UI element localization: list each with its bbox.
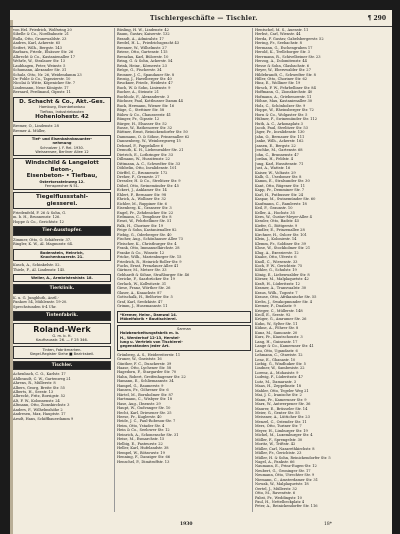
directory-entry: Huth, A. C., Arkonaplatz 3 — [255, 121, 303, 126]
directory-entry: Körner, M., Malplaquetstr. 42 — [255, 277, 309, 282]
ad-schacht — [13, 97, 111, 122]
directory-entry: Härtel, M., Bornholmer Str. 87 — [117, 392, 174, 397]
directory-entry: Neubert, G., Groninger Str. 17 — [255, 468, 311, 473]
footer-signature-mark: 18* — [324, 522, 332, 527]
directory-entry: Kunz, M., Samoastr. 20 — [255, 330, 298, 335]
ad-sarman-line3: H., Werderhof 12-13, Herstel- — [120, 335, 181, 340]
directory-entry: Otto, M., Ravenéstr. 6 — [255, 491, 296, 496]
column-3 — [252, 28, 391, 512]
column-3-list — [255, 28, 391, 509]
directory-entry: Heyer, W., Eberswalder Str. 27 — [255, 68, 311, 73]
directory-entry: Krüger, G., Amrumer Str. 26 — [255, 317, 307, 322]
directory-entry: Menzel, C., Ostender Str. 11 — [255, 419, 307, 424]
directory-entry: Bremer A. Müller, — [13, 128, 46, 133]
ad-schacht-line3: Tiefbau, Industriebauten — [39, 109, 85, 114]
directory-entry: Achenbach, C. O., Karlstr. 17 — [13, 372, 66, 377]
directory-entry: Krieger, C., Müllerstr. 148 — [255, 308, 303, 313]
directory-entry: Schulz, Otto, Nr. 26, Weidendamm 23 — [13, 72, 82, 77]
directory-entry: Haase, Otto, Lychener Str. 58 — [117, 365, 172, 370]
section-header-tintenfabrik: Tintenfabrik. — [13, 311, 111, 320]
directory-entry: Krause, Otto, Afrikanische Str. 55 — [255, 295, 317, 300]
directory-entry: Altmann, Otto, Zionskirchstr. 3 — [13, 403, 70, 408]
footer-year: 1930 — [180, 522, 193, 527]
column-1-top-list — [13, 28, 111, 95]
directory-entry: Just, A., Wattstr. 16 — [255, 166, 291, 171]
directory-entry: Bulla, Otto, Grunewaldstr. 23 — [13, 36, 67, 41]
directory-entry: Bürger, H., Elsasser Str. 52 — [117, 121, 167, 126]
directory-entry: Buck, Hermann, Wiener Str. 16 — [117, 103, 175, 108]
directory-entry: Meier, G., Genter Str. 55 — [255, 410, 300, 415]
directory-entry: Klose, W., Stockholmer Str. 21 — [255, 246, 311, 251]
ad-roland-werk-name: Roland-Werk — [33, 324, 91, 334]
directory-entry: Hofmann, A., Griebenowstr. 11 — [255, 94, 312, 99]
column-1-mid5-list — [13, 296, 111, 309]
ad-tinten-register-line1: Tinten, Fabrikmarken. — [42, 348, 82, 353]
directory-entry: Jeschke, M., Gartenstr. 68 — [255, 148, 303, 153]
directory-entry: Bremer, O., Lindenstr. 28 — [13, 124, 59, 129]
directory-entry: Dietrich, E., Lothringer Str. 33 — [117, 152, 173, 157]
directory-entry: Hein & Co., Seelower Str. 12 — [117, 428, 170, 433]
directory-entry: Nagel, A., Pankstr. 66 — [255, 459, 295, 464]
section-header-tischler: Tischler. — [13, 361, 111, 370]
directory-entry: Fischer, Aug., Schönhauser Allee 73 — [117, 237, 183, 242]
directory-entry: Hoppe & Co., Gerichtstr. 12 — [13, 219, 64, 224]
directory-entry: Herda, F. Gustav, Gabelsbergerstr. 52 — [255, 36, 324, 41]
ad-sarman — [117, 325, 251, 350]
directory-entry: Müller, H. & Sohn, Reinickendorfer Str. 5 — [255, 455, 331, 460]
directory-entry: Gottschalk, H., Belforter Str. 5 — [117, 295, 173, 300]
directory-entry: Michel, M., Luxemburger Str. 4 — [255, 433, 313, 438]
directory-entry: Ahrens, R., Müllerstr. 8 — [13, 381, 56, 386]
directory-entry: Koch, F. W., Gerichtstr. 75 — [255, 264, 303, 269]
directory-entry: Paul, H., Nettelbeckplatz 4 — [255, 500, 305, 505]
directory-entry: Kühne, A., Föhrer Str. 8 — [255, 326, 299, 331]
directory-entry: Lenz, E., Ghanastr. 10 — [255, 357, 296, 362]
directory-entry: Kurz, Fr., Kiautschoustr. 3 — [255, 335, 303, 340]
directory-entry: Grimm, J., Husemannstr. 11 — [117, 304, 168, 309]
ad-windschild-line2: Beton-, — [50, 166, 74, 173]
directory-entry: Herrmann, R., Schivelbeiner Str. 23 — [255, 54, 321, 59]
column-2-bottom-list — [117, 353, 251, 464]
column-1-mid4-list — [13, 263, 111, 272]
directory-entry: Herold, K., Trelleborger Str. 3 — [255, 50, 310, 55]
directory-entry: Jäger, Fr., Invalidenstr. 130 — [255, 130, 305, 135]
directory-entry: Klug, A., Exerzierstr. 12 — [255, 250, 299, 255]
column-2 — [114, 28, 251, 512]
directory-entry: Brenner, W., Wilhelmstr. 27 — [117, 45, 167, 50]
directory-entry: Mahler, Otto, Tegeler Weg 21 — [255, 388, 309, 393]
page-running-title: Tischlergeschäfte — Tischler. — [150, 15, 258, 22]
directory-entry: Müller, Carl, Nazarethkirchstr. 8 — [255, 446, 315, 451]
directory-entry: Bring, G. & Sohn, Ackerstr. 54 — [117, 59, 173, 64]
directory-entry: Ehlert, P., Bernauer Str. 98 — [117, 192, 167, 197]
ad-sarman-line4: lung u. Vertrieb von Tischlerei- — [120, 340, 183, 345]
ad-weller — [13, 274, 111, 282]
directory-entry: Kraus, Wilh., Togostr. 7 — [255, 290, 298, 295]
directory-entry: Hoppe, W., Rheinsberger Str. 72 — [255, 108, 314, 113]
ad-roland-werk-address: Kaufhausstr. 26. — F 25 346. — [36, 337, 88, 342]
ad-bodenstein-name: Bodenstein, Heinrich, — [40, 250, 84, 255]
directory-entry: Büchner, Paul, Kottbusser Damm 44 — [117, 99, 183, 104]
directory-entry: Dr.-Pohle & Co., Tapezierstr. 10 — [13, 76, 71, 81]
directory-entry: Büttner, Ernst, Reinickendorfer Str. 50 — [117, 130, 188, 135]
directory-entry: Albrecht, Fritz, Borsigstr. 52 — [13, 394, 66, 399]
directory-entry: Albers, Georg, Breite Str. 55 — [13, 385, 65, 390]
directory-entry: Kroll, E., Seestr. 92 — [255, 313, 291, 317]
directory-entry: Hase, Aug., Ibsenstr. 29 — [117, 401, 161, 406]
directory-entry: Günther, F. C., Dunckerstr. 39 — [117, 361, 172, 366]
directory-entry: Jordan, H., Feldstr. 4 — [255, 157, 293, 162]
directory-entry: Giese, Franz, Wörther Str. 26 — [117, 286, 171, 291]
directory-entry: König, E., Liebenwalder Str. 8 — [255, 272, 310, 277]
directory-entry: Herbst, Carl, Wienstr. 44 — [255, 32, 301, 37]
directory-entry: Meissner, A., Lütticher Str. 23 — [255, 415, 310, 420]
directory-entry: Dreher, F., Grenzstr. 27 — [117, 174, 160, 179]
ad-tiefbau — [13, 135, 111, 156]
directory-entry: Bünger, Fr., Gipsstr. 12 — [117, 117, 160, 122]
directory-entry: Bruckner, Friedr., Heidestr. 47 — [117, 81, 173, 86]
directory-entry: Eichler, M., Ruppiner Str. 6 — [117, 201, 167, 206]
ad-tiegelfluss-line2: giesserei. — [46, 200, 78, 207]
directory-entry: Heide, J. C., Paul-Robeson-Str. 7 — [117, 419, 176, 424]
directory-entry: Hahn, Robert, Greifenhagener Str. 22 — [117, 374, 186, 379]
directory-entry: Buchholz, F., Alexanderstr. 3 — [117, 94, 170, 99]
directory-entry: Hampel, G., Raumerstr. 9 — [117, 383, 164, 388]
directory-entry: Pabst, Fr., Weddingstr. 10 — [255, 495, 302, 500]
directory-entry: Anders, F., Wilhelmshöhe 2 — [13, 407, 63, 412]
directory-entry: Keil, F., Graunstr. 10 — [255, 206, 293, 211]
directory-entry: Thiele, F., Al. Lindenstr. 145. — [13, 267, 66, 272]
directory-entry: Fleischer, K., Christburger Str. 4 — [117, 241, 177, 246]
directory-entry: Lutz, M., Damarastr. 3 — [255, 379, 297, 384]
directory-entry: Bernard, Ferdinand, Gipsstr. 11 — [13, 90, 71, 95]
directory-entry: Lindner, W., Sambesistr. 22 — [255, 366, 305, 371]
ad-bodenstein — [13, 249, 111, 262]
directory-entry: Sprechstunden 8-4 Uhr. — [13, 304, 57, 309]
directory-entry: Demuth, K. H., Liebenwalder Str. 21 — [117, 148, 184, 153]
directory-entry: Naumann, E., Prinz-Eugen-Str. 12 — [255, 464, 317, 469]
directory-entry: von Hel. Friedrich, Wolfsring 20 — [13, 28, 72, 32]
directory-entry: Henschel, P., Dimitroffstr. 13 — [117, 459, 170, 464]
directory-entry: Hesse & Sohn, Glasbachstr. 6 — [255, 63, 310, 68]
directory-entry: Brosig, J., Havelberger Str. 40 — [117, 76, 172, 81]
directory-entry: Kuhn, W., Sylter Str. 11 — [255, 321, 298, 326]
directory-entry: Brink, Heinr., Körnerstr. 23 — [117, 63, 167, 68]
directory-entry: Hildebrandt, C., Schwedter Str. 8 — [255, 72, 316, 77]
column-2-top-list — [117, 28, 251, 309]
directory-entry: Bronner, J. C., Spandauer Str. 8 — [117, 72, 175, 77]
ad-sarman-name: Sarman — [177, 327, 191, 332]
directory-entry: Heller, Karl, Hufelandstr. 38 — [117, 446, 169, 451]
directory-entry: Lange & Co., Kameruner Str. 41 — [255, 344, 314, 349]
directory-entry: Zimmer, Otto, O. Schäferstr. 37. — [13, 237, 72, 242]
directory-entry: Herzog, A., Dolomitenstr. 44 — [255, 59, 307, 64]
directory-entry: Grünberg, A. S., Heidereiterstr. 11 — [117, 352, 181, 357]
directory-entry: Dillmann, W., Hussitenstr. 22 — [117, 157, 170, 162]
directory-entry: Merz, Otto, Turiner Str. 7 — [255, 424, 302, 429]
directory-entry: Möller, F., Sprengelstr. 30 — [255, 437, 303, 442]
directory-entry: Kant, Otto, Rügener Str. 11 — [255, 183, 305, 188]
directory-entry: Kraft, H., Lüderitzstr. 12 — [255, 281, 300, 286]
directory-entry: Höhne, Max, Kastanienallee 30 — [255, 99, 313, 104]
directory-entry: Mai, J. C., Iranische Str. 2 — [255, 393, 302, 398]
directory-entry: Gebhardt & Söhne, Straßburger Str. 46 — [117, 272, 190, 277]
directory-entry: Feige & Sohn, Kastanienallee 82 — [117, 228, 177, 233]
column-1-bottom-list — [13, 372, 111, 421]
directory-entry: Gericke, F., Saarbrücker Str. 19 — [117, 277, 175, 282]
directory-entry: K. u. G. Jungbluth, Ärztl.- — [13, 295, 59, 300]
directory-entry: Neumann, Otto, Utrechter Str. 9 — [255, 473, 315, 478]
directory-entry: Hecht, Karl, Driesener Str. 25 — [117, 410, 172, 415]
directory-entry: Kalb, G., Usedomer Str. 8 — [255, 174, 302, 179]
directory-entry: Kremer, F., Dualastr. 9 — [255, 304, 296, 309]
directory-entry: Mann, Fr., Kameruner Str. 9 — [255, 397, 307, 402]
directory-entry: Baum, Gustav, Kaiserstr. 132 — [117, 32, 170, 37]
ad-windschild-address: Ostertorssteinweg 12. — [39, 179, 85, 184]
ad-tiefbau-line4: Weissensee, Berliner Allee 12 — [35, 150, 89, 154]
directory-entry: Hoffmann, G., Zionskirchstr. 40 — [255, 90, 313, 95]
directory-entry: Friedrich, R., Heinrich-Roller-Str. 9 — [117, 259, 182, 264]
directory-entry: Kaiser, W., Voltastr. 29 — [255, 170, 296, 175]
directory-entry: Heese, Fr., Kuglerstr. 40 — [117, 414, 162, 419]
directory-entry: Briese, Otto, Gartenstr. 115 — [117, 50, 168, 55]
directory-entry: Buch, W. & Sohn, Linienstr. 9 — [117, 85, 171, 90]
directory-entry: Hirsch, F. W., Fehrbelliner Str. 84 — [255, 85, 316, 90]
directory-entry: Albrecht & Co., Kastanienallee 17 — [13, 54, 75, 59]
directory-entry: Jahn, O., Bernauer Str. 111 — [255, 134, 305, 139]
directory-entry: Lorenz, A., Mohasistr. 9 — [255, 370, 299, 375]
directory-entry: Ehrich, A., Wolliner Str. 32 — [117, 197, 166, 202]
directory-entry: Gruner, W., Gneiststr. 16 — [117, 357, 162, 362]
directory-entry: Bröge, G., Fischerstr. 34 — [117, 68, 162, 73]
directory-entry: Nowak, W., Malplaquetstr. 18 — [255, 482, 309, 487]
directory-entry: Kaufmann, C., Ramlerstr. 18 — [255, 201, 307, 206]
directory-entry: Gerlach, W., Kollwitzstr. 31 — [117, 281, 167, 286]
ad-weller-line1: Weller, A., Armbristrahlstr. 18. — [31, 276, 93, 281]
ad-bodenstein-address: Knochenhauerstr. 21. — [40, 254, 84, 259]
directory-entry: Gärtner, M., Metzer Str. 33 — [117, 268, 167, 273]
directory-entry: Kessler, Otto, Badstr. 45 — [255, 219, 300, 224]
ad-tiefbau-line2: nehmung — [52, 141, 72, 146]
directory-entry: Sibelle & Co., Nordbahnstr. 21 — [13, 32, 70, 37]
directory-entry: Maas, H., Zeppelinstr. 18 — [255, 384, 302, 389]
directory-entry: Nicolai & Witte, Köpenicker Str. 7 — [13, 81, 76, 86]
directory-entry: Hempel, W., Bötzowstr. 19 — [117, 450, 165, 455]
directory-entry: Ahlbrandt, C. W., Gartenweg 21 — [13, 376, 71, 381]
directory-entry: Graf, Karl, Sredzkistr. 47 — [117, 299, 163, 304]
directory-entry: Dannenberg, W., Weinbergsweg 15 — [117, 139, 181, 144]
ad-tinten-register-line2: Siegel-Register Siehe ■ Bezirksbeil. — [29, 352, 95, 357]
directory-entry: Jansen, E., Bergstr. 22 — [255, 143, 296, 148]
ad-tiegelfluss-line1: Tiegelflussstahl- — [35, 194, 89, 201]
directory-entry: Kramer, A., Transvaalstr. 30 — [255, 286, 307, 291]
directory-entry: Hamann, E., Schliemannstr. 34 — [117, 379, 174, 384]
directory-entry: Erdmann, C., Templiner Str. 8 — [117, 215, 172, 220]
ad-sarman-line2: Holzbearbeitungsfabrik m. b. — [120, 331, 180, 336]
directory-entry: Hansen, Fr., Göhrener Str. 6 — [117, 388, 169, 393]
directory-entry: Lau, Otto, Ugandastr. 6 — [255, 348, 298, 353]
directory-entry: Hermann, G., Eschengraben 17 — [255, 45, 313, 50]
page-footer — [10, 520, 392, 530]
directory-entry: Meyer, H., Limburger Str. 19 — [255, 428, 308, 433]
directory-entry: Köhler, G., Schulstr. 19 — [255, 268, 297, 273]
directory-entry: Moritz, W., Triftstr. 42 — [255, 442, 296, 447]
column-1 — [13, 28, 111, 512]
directory-entry: Müller, Fr., Gerichtstr. 23 — [255, 451, 302, 456]
directory-entry: Alberts, H., Seestr. 13 — [13, 389, 54, 394]
directory-entry: Henning, F., Danziger Str. 66 — [117, 455, 171, 460]
directory-entry: Jung, Karl, Hussitenstr. 71 — [255, 161, 304, 166]
directory-entry: Lang, H., Guineastr. 17 — [255, 339, 298, 344]
directory-entry: Dehmel, F., Pappelallee 6 — [117, 143, 164, 148]
directory-entry: Hiller, Otto, Choriner Str. 62 — [255, 76, 308, 81]
directory-entry: Marx, W., Antwerpener Str. 36 — [255, 402, 311, 407]
directory-entry: Kiefer, G., Böttgerstr. 9 — [255, 223, 298, 228]
ad-roland-werk — [13, 323, 111, 345]
directory-entry: Fiebig, G., Oderberger Str. 40 — [117, 232, 172, 237]
directory-entry: Franke & Co., Winsstr. 12 — [117, 250, 165, 255]
directory-entry: Horn & Co., Wolgaster Str. 5 — [255, 112, 308, 117]
directory-entry: Knoll, C., Wiesenstr. 33 — [255, 259, 298, 264]
directory-entry: Alt, F. W., Kolonnenstr. 24 — [13, 398, 60, 403]
directory-entry: Krebs, J., Swakopmunder Str. 4 — [255, 299, 312, 304]
directory-entry: Helbig, E., Pasteurstr. 22 — [117, 441, 163, 446]
ad-windschild-line3: Eisenbeton- • Tiefbau, — [26, 173, 98, 180]
directory-entry: Döbbelin, Otto, Invalidenstr. 101 — [117, 166, 177, 171]
directory-entry: Lindemann, Neue Königstr. 17 — [13, 85, 69, 90]
directory-entry: Eisenberg, K., Granseer Str. 3 — [117, 206, 172, 211]
directory-entry: Kapp, Fr., Demminer Str. 7 — [255, 188, 305, 193]
directory-entry: Andres, Karl, Ackerstr. 65 — [13, 41, 61, 46]
directory-entry: Dörffel, C., Brunnenstr. 172 — [117, 170, 168, 175]
ad-kremer — [117, 311, 251, 324]
directory-entry: Ernst, W., Fehrbelliner Str. 51 — [117, 219, 172, 224]
directory-entry: Haupt, W., Gudvanger Str. 10 — [117, 406, 171, 411]
directory-entry: Dübel, Otto, Swinemünder Str. 45 — [117, 183, 179, 188]
directory-entry: Brandt, A., Admiralstr. 17 — [117, 36, 164, 41]
ad-tiegelfluss — [13, 192, 111, 209]
directory-entry: Dittmann, A. C., Schwedter Str. 33 — [117, 161, 181, 166]
directory-entry: Glaser, A., Knaackstr. 87 — [117, 290, 162, 295]
directory-entry: Liebig, G., Windhuker Str. 5 — [255, 361, 306, 366]
directory-entry: m. b. H., Brunnenstr. 126. — [13, 215, 61, 220]
directory-page — [10, 10, 392, 534]
directory-entry: Friedenfeld, F. 26 & Sohn, G. — [13, 210, 67, 215]
ad-sarman-line5: gegenständen jeder Art. — [120, 344, 170, 349]
directory-entry: Jacob, Paul, Strelitzer Str. 53 — [255, 125, 308, 130]
directory-entry: Dressler, H. & Co., Strelitzer Str. 9 — [117, 179, 181, 184]
directory-entry: Engel, Fr., Zehdenicker Str. 22 — [117, 210, 174, 215]
directory-entry: Hartmann, C., Wisbyer Str. 18 — [117, 397, 172, 402]
directory-entry: Maurer, E., Brüsseler Str. 14 — [255, 406, 308, 411]
directory-entry: Kamm, E., Stralsunder Str. 30 — [255, 179, 310, 184]
ad-tiefbau-line3: Schnalzer J. F. Rei. 1930. — [40, 145, 84, 150]
ad-kremer-trade: Möbelfabrik • Bautischlerei. — [120, 316, 178, 321]
directory-entry: Hübner, F., Swinemünder Str. 112 — [255, 117, 317, 122]
ad-tinten-register — [13, 346, 111, 359]
column-1-mid2-list — [13, 211, 111, 224]
directory-entry: John, C., Brunnenstr. 47 — [255, 152, 299, 157]
directory-entry: Arndt, Hans, Schiffbauerdamm 9 — [13, 416, 74, 421]
directory-entry: Ludwig, F., Lüderitzstr. 47 — [255, 375, 303, 380]
directory-entry: Ringler, K. W., Al. Magnusstr. 64. — [13, 242, 74, 247]
ad-tiefbau-line1: Tief- und Eisenbahnbauunter- — [31, 137, 93, 142]
directory-entry: Kern, W., Gustav-Meyer-Allee 4 — [255, 215, 312, 220]
directory-entry: Büsling, H. W., Lindenstr. 42 — [117, 28, 169, 32]
directory-entry: Lehmann, C., Otawistr. 12 — [255, 353, 303, 358]
directory-entry: Keller, A., Hochstr. 35 — [255, 210, 295, 215]
section-header-tier-ausstopfer: Tier-Ausstopfer. — [13, 226, 111, 235]
directory-entry: Heinrich, A., Schonensche Str. 31 — [117, 432, 179, 437]
directory-entry: Klemm, Fr., Soldiner Str. 39 — [255, 241, 306, 246]
directory-entry: Laubhagen, Peter, Weinstr. 5 — [13, 63, 66, 68]
page-number: ¶ 290 — [367, 15, 386, 22]
directory-entry: Hagedorn, F., Stargarder Str. 70 — [117, 370, 177, 375]
directory-entry: Hentschel, M. S., Auenstr. 11 — [255, 28, 309, 32]
ad-kremer-name: *Kremer, Heinr., Damwal 14. — [120, 312, 178, 317]
ad-windschild-phone: Fernsprecher N 51. — [44, 183, 80, 188]
directory-entry: Kusch, A., Schinkelstr. 52. — [13, 263, 61, 268]
column-1-mid3-list — [13, 238, 111, 247]
directory-entry: Brenzlau, Karl, Bülowstr. 10 — [117, 54, 169, 59]
directory-entry: Karl, H., Putbusser Str. 24 — [255, 192, 304, 197]
directory-entry: Hering, Fr., Seebachstr. 8 — [255, 41, 302, 46]
directory-entry: Busse, W., Rathenower Str. 32 — [117, 125, 172, 130]
directory-entry: Schumann, Alexander Str. 31 — [13, 68, 67, 73]
directory-entry: Kirchner, H., Osloer Str. 101 — [255, 232, 307, 237]
directory-entry: Fricke, Wilh., Marienburger Str. 15 — [117, 255, 182, 260]
directory-entry: Janke, Wilh., Ackerstr. 162 — [255, 139, 304, 144]
directory-entry: Holz, C., Schönholzer Str. 9 — [255, 103, 306, 108]
ad-schacht-line2: Hamburg, Eisenbetonbau — [39, 105, 85, 110]
ad-schacht-address: Hohenlohestr. 42 — [35, 113, 89, 120]
directory-entry: Oertel, J., Müllerstr. 32 — [255, 486, 297, 491]
directory-entry: Niemann, C., Amsterdamer Str. 31 — [255, 477, 318, 482]
column-1-mid-list — [13, 124, 111, 133]
directory-entry: Barbara, Friedr., Elsässer Str. 26 — [13, 50, 74, 55]
directory-entry: Heim, Otto, Ystader Str. 4 — [117, 423, 165, 428]
directory-entry: Kindler, E., Prinzenallee 28 — [255, 228, 305, 233]
directory-entry: Heise, M., Esmarchstr. 15 — [117, 437, 165, 442]
directory-entry: Kaspar, M., Swinemünder Str. 60 — [255, 197, 316, 202]
directory-entry: Seifert, Wilh., Bergstr. 143 — [13, 45, 62, 50]
ad-windschild — [13, 158, 111, 190]
directory-entry: Falk, H., Choriner Str. 19 — [117, 223, 164, 228]
directory-entry: Frank, Otto, Immanuelkirchstr. 28 — [117, 246, 180, 251]
ad-windschild-name: Windschild & Langelott — [25, 160, 99, 167]
directory-entry: Bülow & Co., Chausseestr. 41 — [117, 112, 172, 117]
directory-entry: Bucher, A., Steinstr. 21 — [117, 90, 160, 95]
directory-entry: Pankow 54, Mühlenstr. 19-20. — [13, 300, 68, 305]
section-header-tierklinik: Tierklinik. — [13, 284, 111, 293]
ad-schacht-name: D. Schacht & Co., Akt.-Ges. — [19, 98, 105, 105]
directory-entry: Andresen, Max, Hauptstr. 17 — [13, 412, 66, 417]
directory-entry: Wehrle, W., Stralauer Str. 13 — [13, 59, 66, 64]
directory-entry: Knabe, Otto, Uferstr. 6 — [255, 255, 297, 260]
directory-entry: Büge, C., Stettiner Str. 58 — [117, 108, 165, 113]
directory-entry: Dammann, O. & Söhne, Prinzenallee 62 — [117, 134, 190, 139]
directory-entry: Bredel, H. L., Friedrichsgracht 43 — [117, 41, 180, 46]
directory-entry: Hinz, E., Wolliner Str. 19 — [255, 81, 301, 86]
directory-entry: Peter, A., Reinickendorfer Str. 116 — [255, 504, 318, 509]
ad-roland-werk-form: G. m. b. H. — [52, 333, 72, 338]
directory-entry: Klein, J., Koloniestr. 14 — [255, 237, 297, 242]
directory-entry: Fuchs, Ernst, Prenzlauer Allee 41 — [117, 264, 179, 269]
page-header — [10, 12, 392, 27]
directory-entry: Eckert, J., Anklamer Str. 14 — [117, 188, 167, 193]
